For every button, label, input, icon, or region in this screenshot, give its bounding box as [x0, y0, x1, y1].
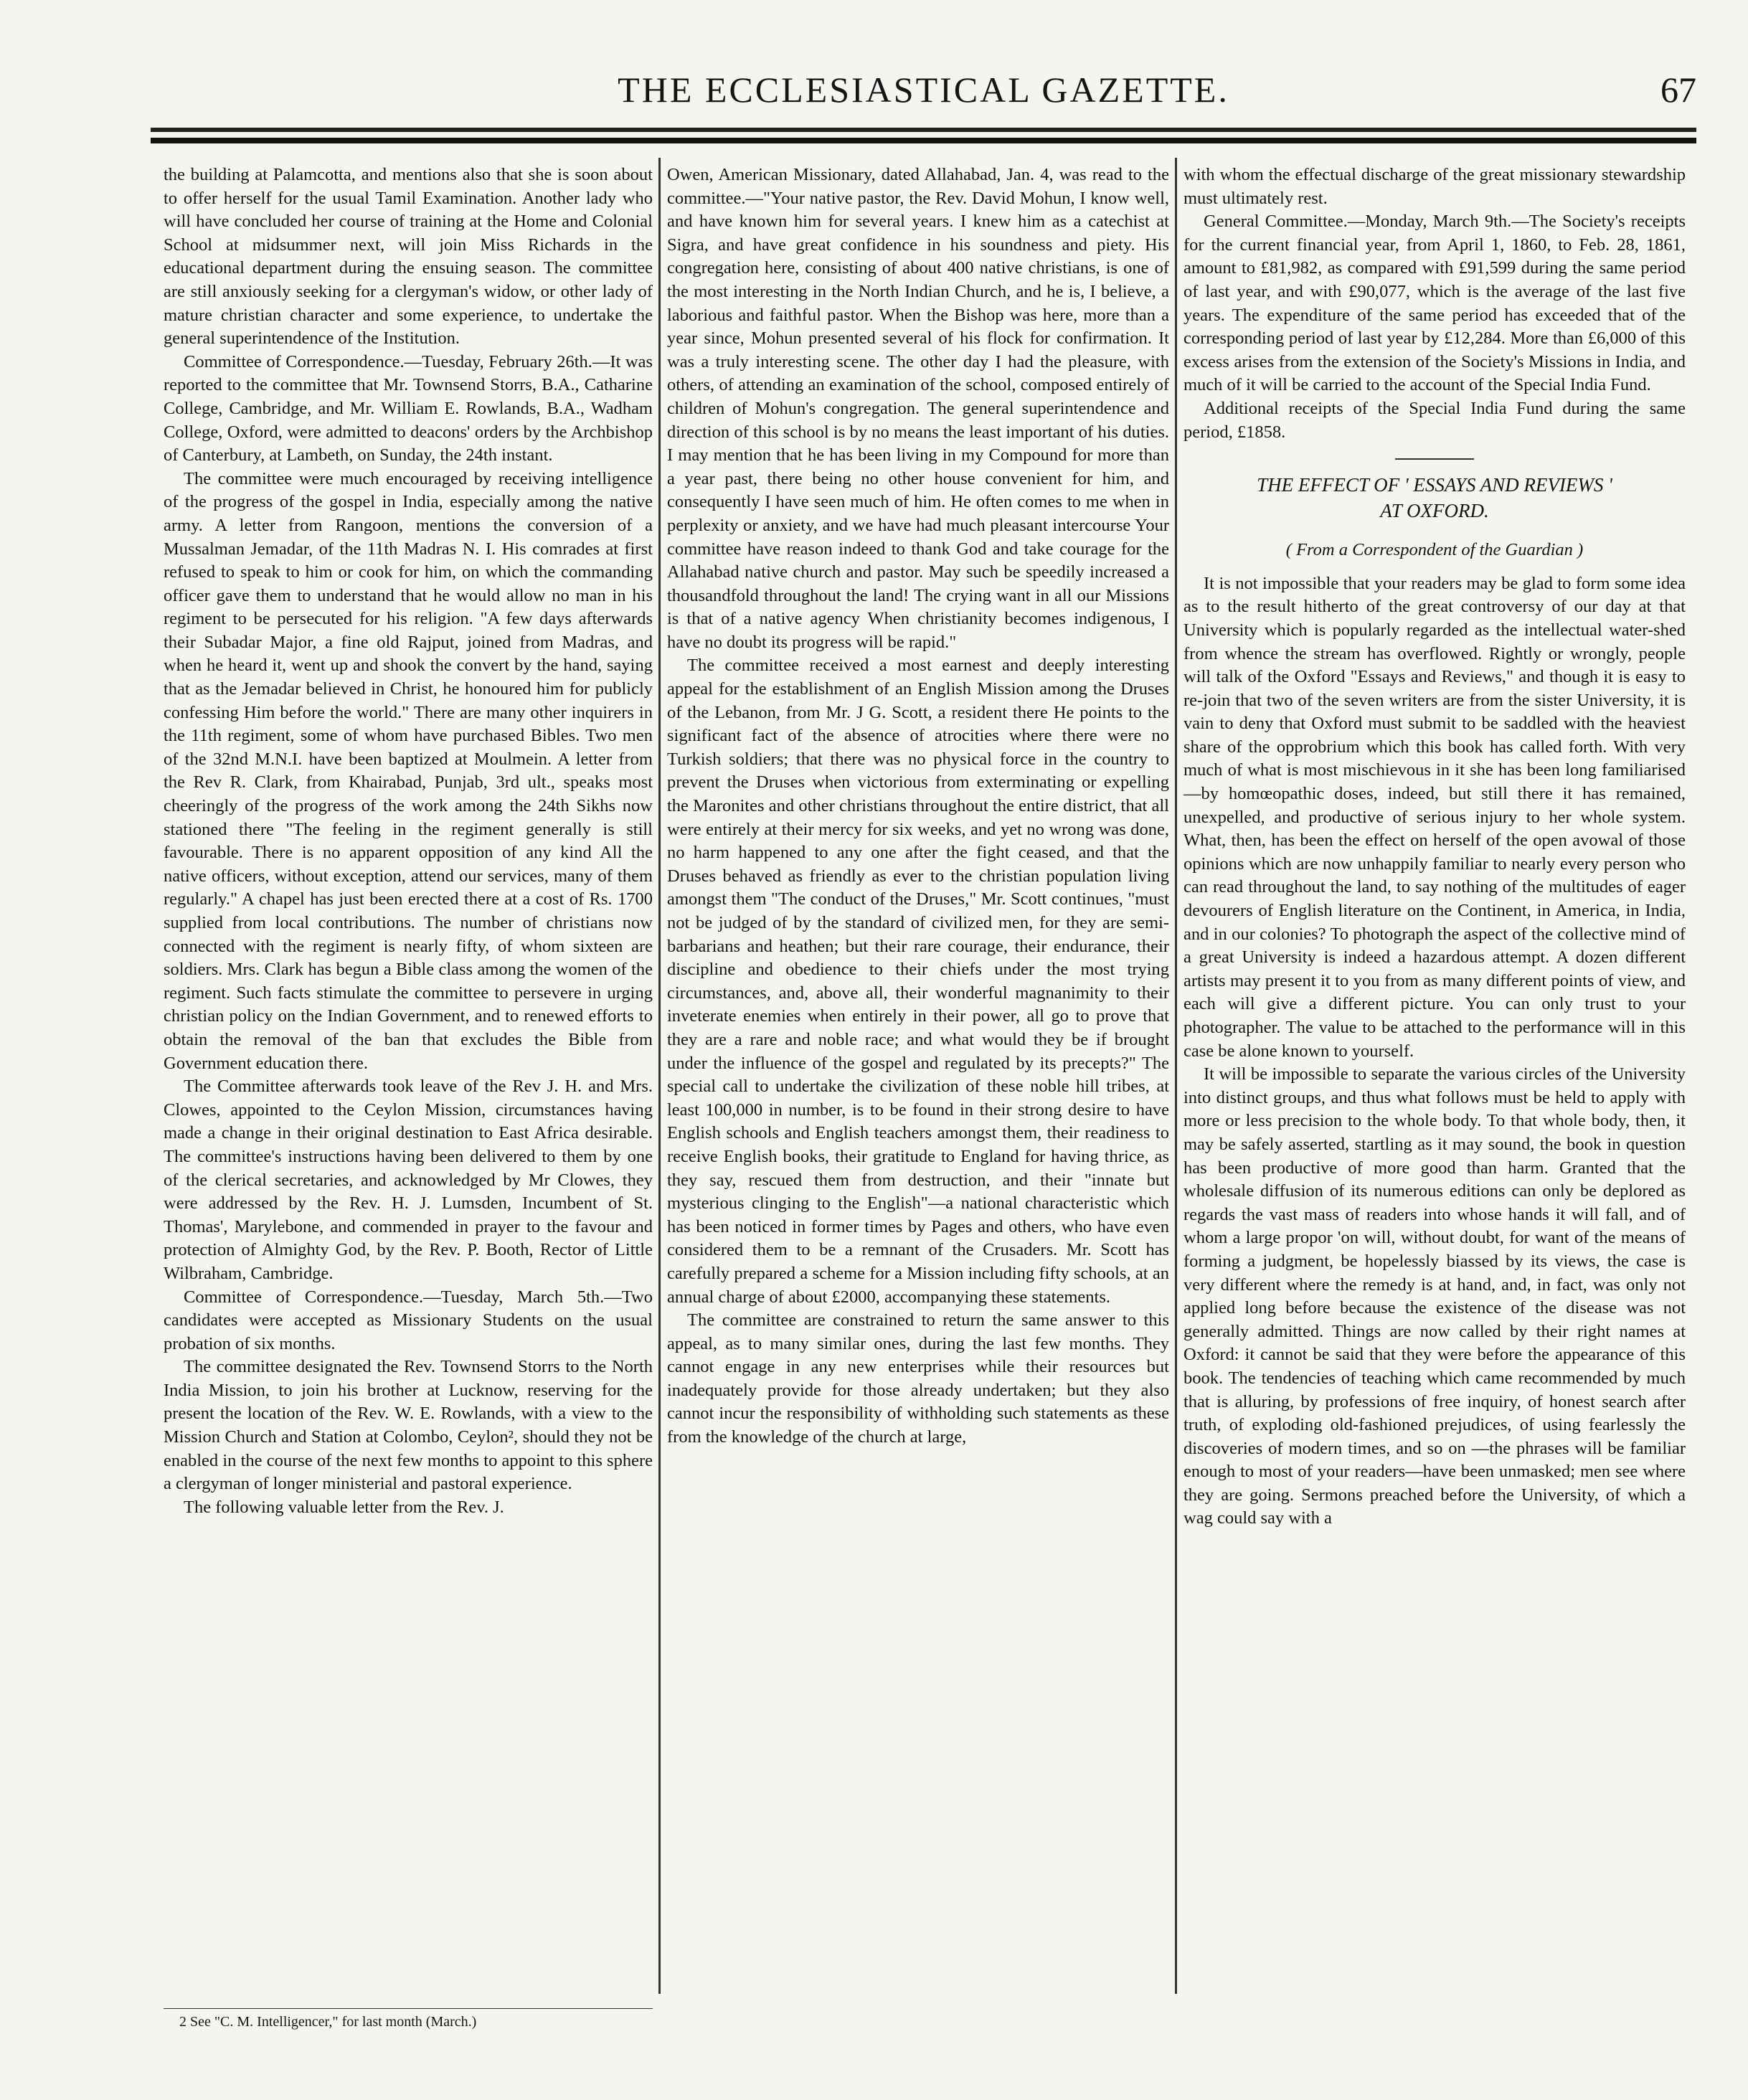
paragraph: with whom the effectual discharge of the great missionary stewardship must ultimately rest. — [1184, 165, 1686, 208]
header-rule-thick — [151, 138, 1696, 143]
paragraph: The Committee afterwards took leave of the Rev J. H. and Mrs. Clowes, appointed to the Ceylon Mission, circumstances having made a change in their original destination to East Africa desirable. The committee's instructions having been delivered to them by one of the clerical secretaries, and acknowledged by Mr Clowes, they were addressed by the Rev. H. J. Lumsden, Incumbent of St. Thomas', Marylebone, and commended in prayer to the favour and protection of Almighty God, by the Rev. P. Booth, Rector of Little Wilbraham, Cambridge. — [164, 1077, 653, 1283]
article-subtitle: ( From a Correspondent of the Guardian ) — [1285, 540, 1584, 560]
paragraph: The committee were much encouraged by receiving intelligence of the progress of the gospel in India, especially among the native army. A letter from Rangoon, mentions the conversion of a Mussalman Jemadar, of the 11th Madras N. I. His comrades at first refused to speak to him or cook for him, on which the commanding officer gave them to understand that he would allow no man in his regiment to be persecuted for his religion. "A few days afterwards their Subadar Major, a fine old Rajput, joined from Madras, and when he heard it, went up and shook the convert by the hand, saying that as the Jemadar believed in Christ, he honoured him for publicly confessing Him before the world." There are many other inquirers in the 11th regiment, some of whom have purchased Bibles. Two men of the 32nd M.N.I. have been baptized at Moulmein. A letter from the Rev R. Clark, from Khairabad, Punjab, 3rd ult., speaks most cheeringly of the progress of the work among the 24th Sikhs now stationed there "The feeling in the regiment generally is still favourable. There is no apparent opposition of any kind All the native officers, without exception, attend our services, many of them regularly." A chapel has just been erected there at a cost of Rs. 1700 supplied from local contributions. The number of christians now connected with the regiment is nearly fifty, of whom sixteen are soldiers. Mrs. Clark has begun a Bible class among the women of the regiment. Such facts stimulate the committee to persevere in urging christian policy on the Indian Government, and to renewed efforts to obtain the removal of the ban that excludes the Bible from Government education there. — [164, 468, 653, 1073]
paragraph: the building at Palamcotta, and mentions also that she is soon about to offer herself for the usual Tamil Examination. Another lady who will have concluded her course of training at the Home and Colonial School at midsummer next, will join Miss Richards in the educational department during the ensuing season. The committee are still anxiously seeking for a clergyman's widow, or other lady of mature christian character and some experience, to undertake the general superintendence of the Institution. — [164, 165, 653, 349]
header-rule-thin — [151, 128, 1696, 132]
paragraph: It will be impossible to separate the various circles of the University into distinct groups, and thus what follows must be held to apply with more or less precision to the whole body. To that whole body, then, it may be safely asserted, startling as it may sound, the book in question has been productive of more good than harm. Granted that the wholesale diffusion of its numerous editions can only be deplored as regards the vast mass of readers into whose hands it will fall, and of whom a large propor 'on will, without doubt, for want of the means of forming a judgment, be hopelessly biassed by its views, the case is very different where the remedy is at hand, and, in fact, was only not applied long before because the existence of the disease was not generally admitted. Things are now called by their right names at Oxford: it cannot be said that they were before the appearance of this book. The tendencies of teaching which came recommended by much that is alluring, by professions of free inquiry, of honest search after truth, of exploding old-fashioned prejudices, of using fearlessly the discoveries of modern times, and so on —the phrases will be familiar enough to most of your readers—have been unmasked; men see where they are going. Sermons preached before the University, of which a wag could say with a — [1184, 1064, 1686, 1528]
column-2 — [667, 164, 1169, 2000]
paragraph: The following valuable letter from the Rev. J. — [184, 1497, 504, 1517]
page-number: 67 — [1660, 70, 1696, 110]
footnote-rule — [164, 2008, 653, 2009]
column-divider-1 — [658, 158, 661, 1994]
article-title-line-1: THE EFFECT OF ' ESSAYS AND REVIEWS ' — [1257, 474, 1612, 496]
paragraph: It is not impossible that your readers may be glad to form some idea as to the result hitherto of the great controversy of our day at that University which is popularly regarded as the intellectual water-shed from whence the stream has overflowed. Rightly or wrongly, people will talk of the Oxford "Essays and Reviews," and though it is easy to re-join that two of the seven writers are from the sister University, it is vain to deny that Oxford must submit to be saddled with the heaviest share of the opprobrium which this book has called forth. With very much of what is most mischievous in it she has been long familiarised—by homœopathic doses, indeed, but still there it has remained, unexpelled, and productive of serious injury to her whole system. What, then, has been the effect on herself of the open avowal of those opinions which are now unhappily familiar to nearly every person who can read throughout the land, to say nothing of the multitudes of eager devourers of English literature on the Continent, in America, in India, and in our colonies? To photograph the aspect of the collective mind of a great University is indeed a hazardous attempt. A dozen different artists may present it to you from as many different points of view, and each will give a different picture. You can only trust to your photographer. The value to be attached to the performance will in this case be alone known to yourself. — [1184, 573, 1686, 1061]
column-3 — [1184, 164, 1686, 2000]
paragraph: The committee received a most earnest and deeply interesting appeal for the establishment of an English Mission among the Druses of the Lebanon, from Mr. J G. Scott, a resident there He points to the significant fact of the absence of atrocities where there were no Turkish soldiers; that there was no physical force in the country to prevent the Druses when victorious from exterminating or expelling the Maronites and other christians throughout the entire district, that all were entirely at their mercy for six weeks, and yet no wrong was done, no harm happened to any one after the fight ceased, and that the Druses behaved as friendly as ever to the christian population living amongst them "The conduct of the Druses," Mr. Scott continues, "must not be judged of by the standard of civilized men, for they are semi-barbarians and heathen; but their rare courage, their endurance, their discipline and obedience to their chiefs under the most trying circumstances, and, above all, their wonderful magnanimity to their inveterate enemies when entirely in their power, all go to prove that they are a rare and noble race; and what would they be if brought under the influence of the gospel and regulated by its precepts?" The special call to undertake the civilization of these noble hill tribes, at least 100,000 in number, is to be found in their strong desire to have English schools and English teachers amongst them, their readiness to receive English books, their gratitude to England for having thrice, as they say, rescued them from destruction, and their "innate but mysterious clinging to the English"—a national characteristic which has been noticed in former times by Pages and others, who have even considered them to be a remnant of the Crusaders. Mr. Scott has carefully prepared a scheme for a Mission including fifty schools, at an annual charge of about £2000, accompanying these statements. — [667, 656, 1169, 1307]
page-header — [151, 69, 1696, 119]
column-divider-2 — [1175, 158, 1177, 1994]
paragraph: Committee of Correspondence.—Tuesday, March 5th.—Two candidates were accepted as Missionary Students on the usual probation of six months. — [164, 1287, 653, 1353]
publication-title: THE ECCLESIASTICAL GAZETTE. — [618, 70, 1229, 110]
paragraph: Additional receipts of the Special India Fund during the same period, £1858. — [1184, 398, 1686, 442]
column-1 — [164, 164, 653, 2000]
paragraph: The committee are constrained to return the same answer to this appeal, as to many similar ones, during the last few months. They cannot engage in any new enterprises while their resources but inadequately provide for those already undertaken; but they also cannot incur the responsibility of withholding such statements as these from the knowledge of the church at large, — [667, 1310, 1169, 1447]
paragraph: The committee designated the Rev. Townsend Storrs to the North India Mission, to join his brother at Lucknow, reserving for the present the location of the Rev. W. E. Rowlands, with a view to the Mission Church and Station at Colombo, Ceylon², should they not be enabled in the course of the next few months to appoint to this sphere a clergyman of longer ministerial and pastoral experience. — [164, 1357, 653, 1494]
paragraph: General Committee.—Monday, March 9th.—The Society's receipts for the current financial year, from April 1, 1860, to Feb. 28, 1861, amount to £81,982, as compared with £91,599 during the same period of last year, and with £90,077, which is the average of the last five years. The expenditure of the same period has exceeded that of the corresponding period of last year by £12,284. More than £6,000 of this excess arises from the extension of the Society's Missions in India, and much of it will be carried to the account of the Special India Fund. — [1184, 212, 1686, 395]
article-title-line-2: AT OXFORD. — [1380, 500, 1489, 522]
paragraph: Owen, American Missionary, dated Allahabad, Jan. 4, was read to the committee.—"Your native pastor, the Rev. David Mohun, I know well, and have known him for several years. I knew him as a catechist at Sigra, and have great confidence in his soundness and piety. His congregation here, consisting of about 400 native christians, is one of the most interesting in the North Indian Church, and he is, I believe, a laborious and faithful pastor. When the Bishop was here, more than a year since, Mohun presented several of his flock for confirmation. It was a truly interesting scene. The other day I had the pleasure, with others, of attending an examination of the school, composed entirely of children of Mohun's congregation. The general superintendence and direction of this school is by no means the least important of his duties. I may mention that he has been living in my Compound for more than a year past, there being no other house convenient for him, and consequently I have seen much of him. He often comes to me when in perplexity or anxiety, and we have had much pleasant intercourse Your committee have reason indeed to thank God and take courage for the Allahabad native church and pastor. May such be speedily increased a thousandfold throughout the land! The crying want in all our Missions is that of a native agency When christianity becomes indigenous, I have no doubt its progress will be rapid." — [667, 165, 1169, 652]
footnote: 2 See "C. M. Intelligencer," for last month (March.) — [179, 2014, 477, 2030]
paragraph: Committee of Correspondence.—Tuesday, February 26th.—It was reported to the committee that Mr. Townsend Storrs, B.A., Catharine College, Cambridge, and Mr. William E. Rowlands, B.A., Wadham College, Oxford, were admitted to deacons' orders by the Archbishop of Canterbury, at Lambeth, on Sunday, the 24th instant. — [164, 351, 653, 465]
section-rule — [1395, 458, 1474, 460]
